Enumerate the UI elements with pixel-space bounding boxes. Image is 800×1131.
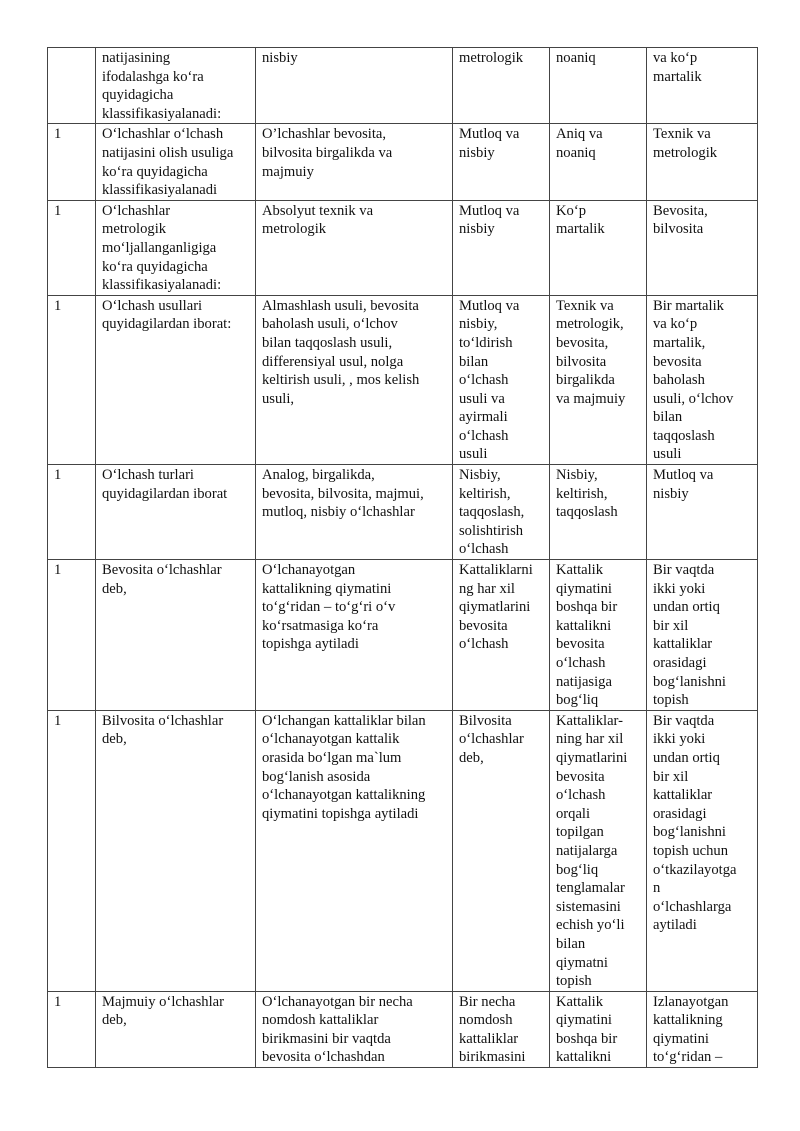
answer-b-cell: Mutloq va nisbiy, to‘ldirish bilan o‘lchash usuli va ayirmali o‘lchash usuli [453,295,550,464]
answer-a-cell: Analog, birgalikda, bevosita, bilvosita, majmui, mutloq, nisbiy o‘lchashlar [256,465,453,560]
answer-a-cell: Almashlash usuli, bevosita baholash usuli, o‘lchov bilan taqqoslash usuli, differensiyal usul, nolga keltirish usuli, , mos kelish usuli, [256,295,453,464]
row-number-cell: 1 [48,200,96,295]
answer-a-cell: O‘lchanayotgan kattalikning qiymatini to‘g‘ridan – to‘g‘ri o‘v ko‘rsatmasiga ko‘ra topishga aytiladi [256,560,453,711]
answer-d-cell: va ko‘p martalik [647,48,758,124]
answer-a-cell: O‘lchanayotgan bir necha nomdosh kattaliklar birikmasini bir vaqtda bevosita o‘lchashdan [256,991,453,1067]
answer-a-cell: nisbiy [256,48,453,124]
table-row [48,991,758,1067]
row-number-cell [48,48,96,124]
answer-d-cell: Mutloq va nisbiy [647,465,758,560]
row-number-cell: 1 [48,560,96,711]
answer-a-cell: O‘lchangan kattaliklar bilan o‘lchanayotgan kattalik orasida bo‘lgan ma`lum bog‘lanish asosida o‘lchanayotgan kattalikning qiymatini topishga aytiladi [256,710,453,991]
row-number-cell: 1 [48,124,96,200]
answer-c-cell: Kattalik qiymatini boshqa bir kattalikni bevosita o‘lchash natijasiga bog‘liq [550,560,647,711]
answer-d-cell: Bir martalik va ko‘p martalik, bevosita baholash usuli, o‘lchov bilan taqqoslash usuli [647,295,758,464]
question-cell: Majmuiy o‘lchashlar deb, [96,991,256,1067]
question-cell: natijasining ifodalashga ko‘ra quyidagicha klassifikasiyalanadi: [96,48,256,124]
table-row [48,560,758,711]
answer-d-cell: Texnik va metrologik [647,124,758,200]
question-cell: Bevosita o‘lchashlar deb, [96,560,256,711]
answer-b-cell: Mutloq va nisbiy [453,124,550,200]
answer-b-cell: Kattaliklarni ng har xil qiymatlarini bevosita o‘lchash [453,560,550,711]
answer-a-cell: O’lchashlar bevosita, bilvosita birgalikda va majmuiy [256,124,453,200]
answer-c-cell: Kattaliklar- ning har xil qiymatlarini bevosita o‘lchash orqali topilgan natijalarga bog‘liq tenglamalar sistemasini echish yo‘li bilan qiymatni topish [550,710,647,991]
answer-d-cell: Izlanayotgan kattalikning qiymatini to‘g‘ridan – [647,991,758,1067]
row-number-cell: 1 [48,710,96,991]
question-cell: O‘lchash usullari quyidagilardan iborat: [96,295,256,464]
row-number-cell: 1 [48,991,96,1067]
answer-c-cell: Aniq va noaniq [550,124,647,200]
answer-b-cell: Bilvosita o‘lchashlar deb, [453,710,550,991]
answer-d-cell: Bevosita, bilvosita [647,200,758,295]
row-number-cell: 1 [48,465,96,560]
question-cell: O‘lchashlar metrologik mo‘ljallanganligiga ko‘ra quyidagicha klassifikasiyalanadi: [96,200,256,295]
answer-a-cell: Absolyut texnik va metrologik [256,200,453,295]
answer-d-cell: Bir vaqtda ikki yoki undan ortiq bir xil kattaliklar orasidagi bog‘lanishni topish [647,560,758,711]
table-row [48,710,758,991]
answer-c-cell: noaniq [550,48,647,124]
table-row [48,465,758,560]
answer-d-cell: Bir vaqtda ikki yoki undan ortiq bir xil kattaliklar orasidagi bog‘lanishni topish uchun o‘tkazilayotga n o‘lchashlarga aytiladi [647,710,758,991]
questions-table [47,47,758,1068]
answer-c-cell: Nisbiy, keltirish, taqqoslash [550,465,647,560]
answer-c-cell: Ko‘p martalik [550,200,647,295]
answer-c-cell: Kattalik qiymatini boshqa bir kattalikni [550,991,647,1067]
table-row [48,124,758,200]
question-cell: O‘lchash turlari quyidagilardan iborat [96,465,256,560]
question-cell: Bilvosita o‘lchashlar deb, [96,710,256,991]
answer-b-cell: metrologik [453,48,550,124]
question-cell: O‘lchashlar o‘lchash natijasini olish usuliga ko‘ra quyidagicha klassifikasiyalanadi [96,124,256,200]
answer-b-cell: Nisbiy, keltirish, taqqoslash, solishtirish o‘lchash [453,465,550,560]
answer-b-cell: Bir necha nomdosh kattaliklar birikmasini [453,991,550,1067]
table-row [48,200,758,295]
row-number-cell: 1 [48,295,96,464]
answer-c-cell: Texnik va metrologik, bevosita, bilvosita birgalikda va majmuiy [550,295,647,464]
table-row [48,48,758,124]
table-row [48,295,758,464]
answer-b-cell: Mutloq va nisbiy [453,200,550,295]
